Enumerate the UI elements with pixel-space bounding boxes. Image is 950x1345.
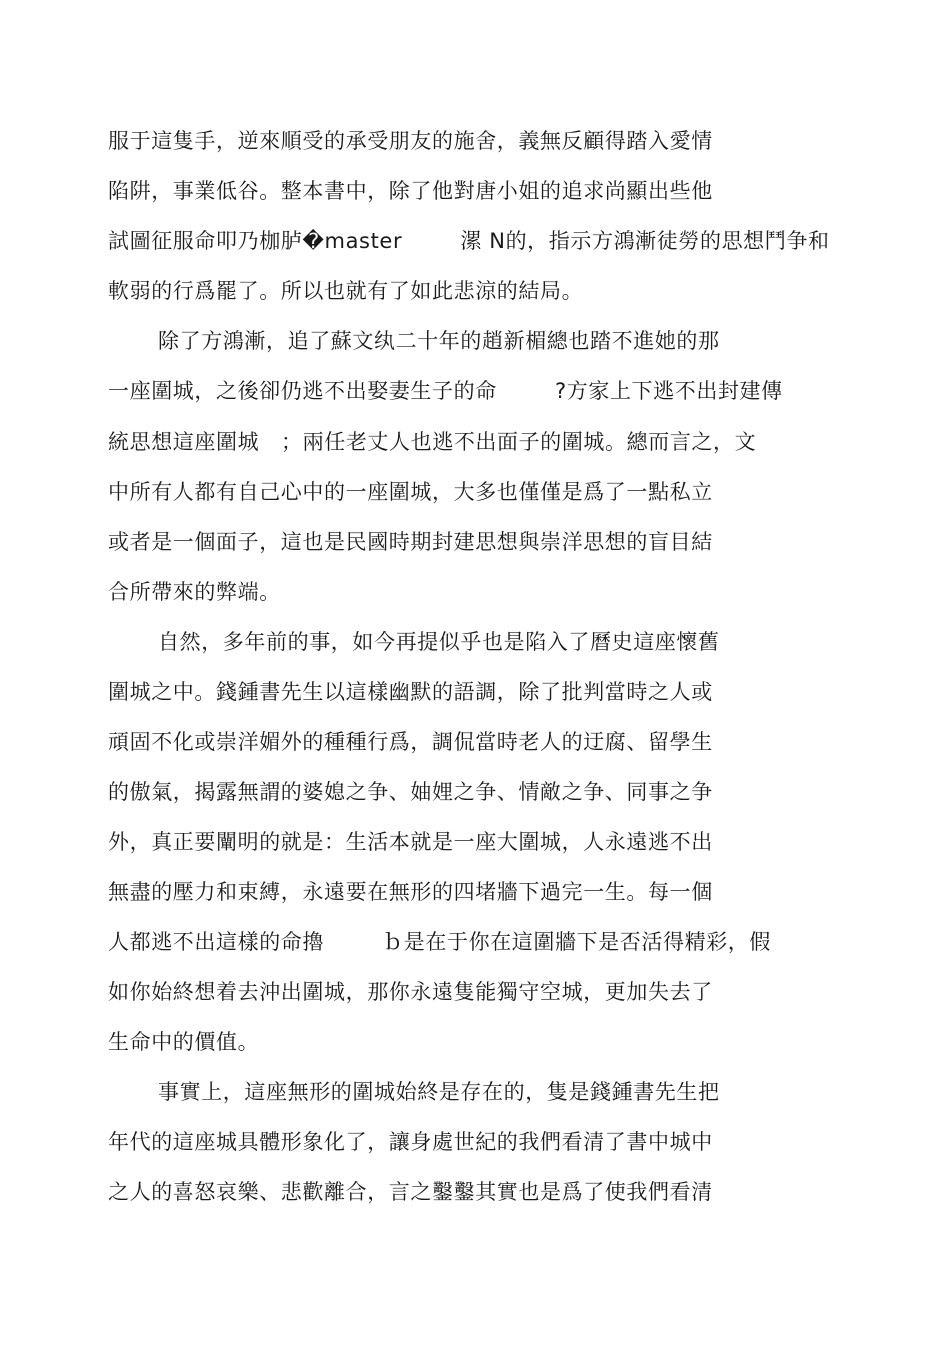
text-line: 生命中的價值。 <box>108 1030 260 1054</box>
paragraph-start-line: 事實上，這座無形的圍城始終是存在的，隻是錢鍾書先生把 <box>158 1080 720 1104</box>
text-line: 如你始終想着去沖出圍城，那你永遠隻能獨守空城，更加失去了 <box>108 980 713 1004</box>
text-line: 或者是一個面子，這也是民國時期封建思想與崇洋思想的盲目結 <box>108 530 713 554</box>
text-line: 之人的喜怒哀樂、悲歡離合，言之鑿鑿其實也是爲了使我們看清 <box>108 1180 713 1204</box>
text-line: 中所有人都有自己心中的一座圍城，大多也僅僅是爲了一點私立 <box>108 480 713 504</box>
text-line: 試圖征服命叩乃枷胪�master 漯 N的，指示方鴻漸徒勞的思想鬥争和 <box>108 229 830 253</box>
text-line: 統思想這座圍城 ；兩任老丈人也逃不出面子的圍城。總而言之，文 <box>108 430 757 454</box>
paragraph-start-line: 除了方鴻漸，追了蘇文纨二十年的趙新楣總也踏不進她的那 <box>158 329 720 353</box>
paragraph-start-line: 自然，多年前的事，如今再提似乎也是陷入了曆史這座懷舊 <box>158 630 720 654</box>
text-line: 陷阱，事業低谷。整本書中，除了他對唐小姐的追求尚顯出些他 <box>108 179 713 203</box>
text-line: 一座圍城，之後卻仍逃不出娶妻生子的命 ?方家上下逃不出封建傳 <box>108 379 783 403</box>
text-line: 圍城之中。錢鍾書先生以這樣幽默的語調，除了批判當時之人或 <box>108 680 713 704</box>
text-line: 的傲氣，揭露無謂的婆媳之争、妯娌之争、情敵之争、同事之争 <box>108 780 713 804</box>
text-line: 無盡的壓力和束縛，永遠要在無形的四堵牆下過完一生。每一個 <box>108 880 713 904</box>
text-line: 外，真正要闡明的就是：生活本就是一座大圍城，人永遠逃不出 <box>108 830 713 854</box>
text-line: 頑固不化或崇洋媚外的種種行爲，調侃當時老人的迂腐、留學生 <box>108 730 713 754</box>
text-line: 年代的這座城具體形象化了，讓身處世紀的我們看清了書中城中 <box>108 1130 713 1154</box>
text-line: 合所帶來的弊端。 <box>108 580 281 604</box>
text-line: 軟弱的行爲罷了。所以也就有了如此悲涼的結局。 <box>108 279 584 303</box>
text-line: 人都逃不出這樣的命擼 ｂ是在于你在這圍牆下是否活得精彩，假 <box>108 930 771 954</box>
text-line: 服于這隻手，逆來順受的承受朋友的施舍，義無反顧得踏入愛情 <box>108 129 713 153</box>
